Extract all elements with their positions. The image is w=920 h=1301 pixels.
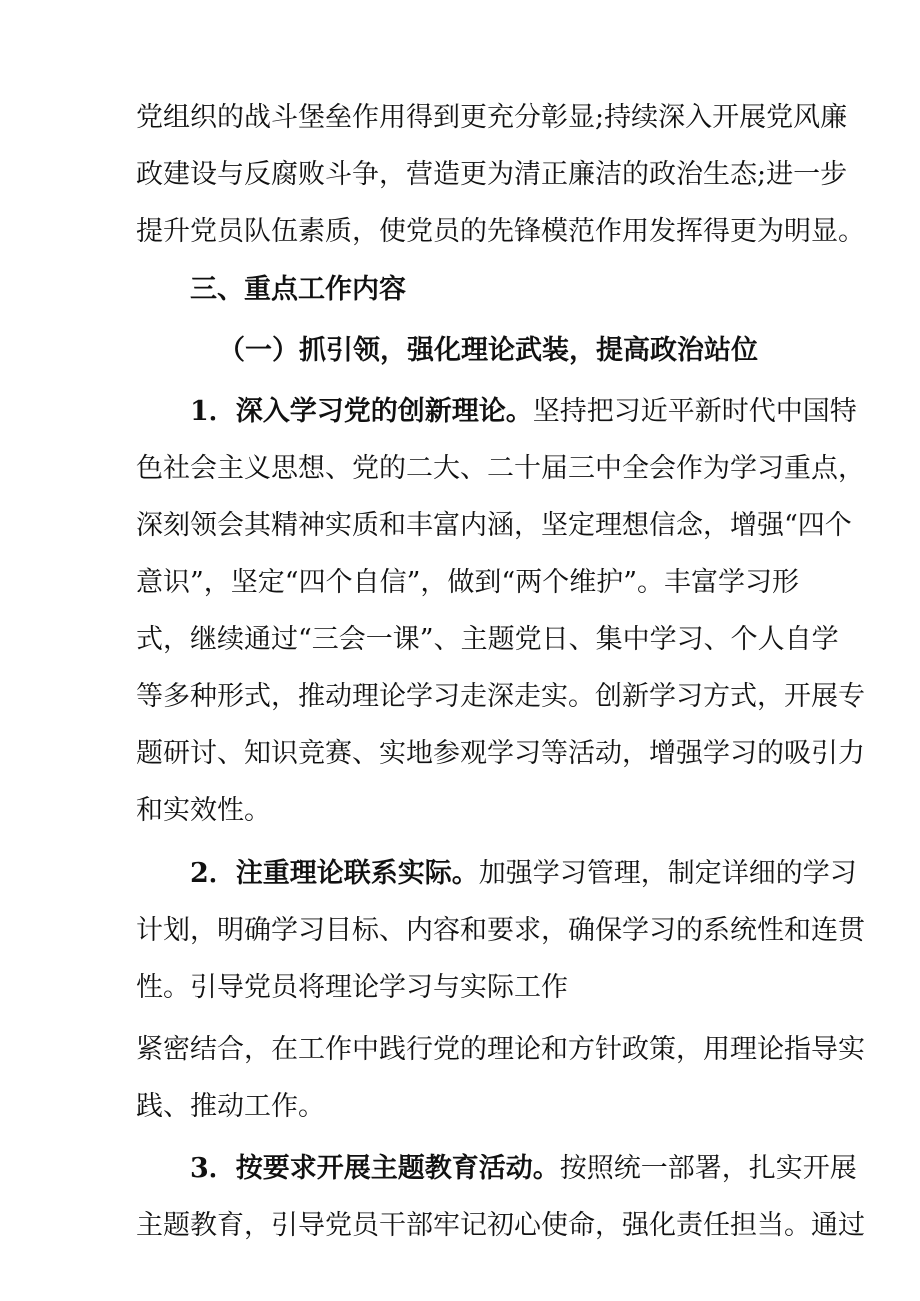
item-first-line	[0, 393, 920, 431]
paragraph-line: 题研讨、知识竞赛、实地参观学习等活动，增强学习的吸引力	[136, 738, 865, 769]
paragraph-line: 主题教育，引导党员干部牢记初心使命，强化责任担当。通过	[136, 1210, 865, 1241]
paragraph-line: 政建设与反腐败斗争，营造更为清正廉洁的政治生态;进一步	[136, 159, 848, 190]
paragraph-line: 践、推动工作。	[136, 1091, 325, 1122]
item-text: 坚持把习近平新时代中国特	[532, 396, 857, 427]
paragraph-line: 提升党员队伍素质，使党员的先锋模范作用发挥得更为明显。	[136, 216, 865, 247]
item-text: 按照统一部署，扎实开展	[559, 1153, 857, 1184]
section-heading: 三、重点工作内容	[190, 274, 406, 305]
subsection-heading: （一）抓引领，强化理论武装，提高政治站位	[218, 335, 758, 366]
item-first-line	[0, 1150, 920, 1188]
item-lead: 3．按要求开展主题教育活动。	[190, 1153, 560, 1184]
paragraph-line: 等多种形式，推动理论学习走深走实。创新学习方式，开展专	[136, 681, 865, 712]
item-first-line	[0, 855, 920, 893]
paragraph-line: 色社会主义思想、党的二大、二十届三中全会作为学习重点，	[136, 453, 865, 484]
item-text: 加强学习管理，制定详细的学习	[478, 858, 857, 889]
paragraph-line: 计划，明确学习目标、内容和要求，确保学习的系统性和连贯	[136, 915, 865, 946]
item-lead: 1．深入学习党的创新理论。	[190, 396, 533, 427]
item-lead: 2．注重理论联系实际。	[190, 858, 479, 889]
paragraph-line: 意识”，坚定“四个自信”，做到“两个维护”。丰富学习形	[136, 567, 800, 598]
paragraph-line: 式，继续通过“三会一课”、主题党日、集中学习、个人自学	[136, 624, 839, 655]
paragraph-line: 性。引导党员将理论学习与实际工作	[136, 972, 568, 1003]
paragraph-line: 党组织的战斗堡垒作用得到更充分彰显;持续深入开展党风廉	[136, 102, 848, 133]
paragraph-line: 紧密结合，在工作中践行党的理论和方针政策，用理论指导实	[136, 1034, 865, 1065]
paragraph-line: 和实效性。	[136, 795, 271, 826]
paragraph-line: 深刻领会其精神实质和丰富内涵，坚定理想信念，增强“四个	[136, 510, 852, 541]
